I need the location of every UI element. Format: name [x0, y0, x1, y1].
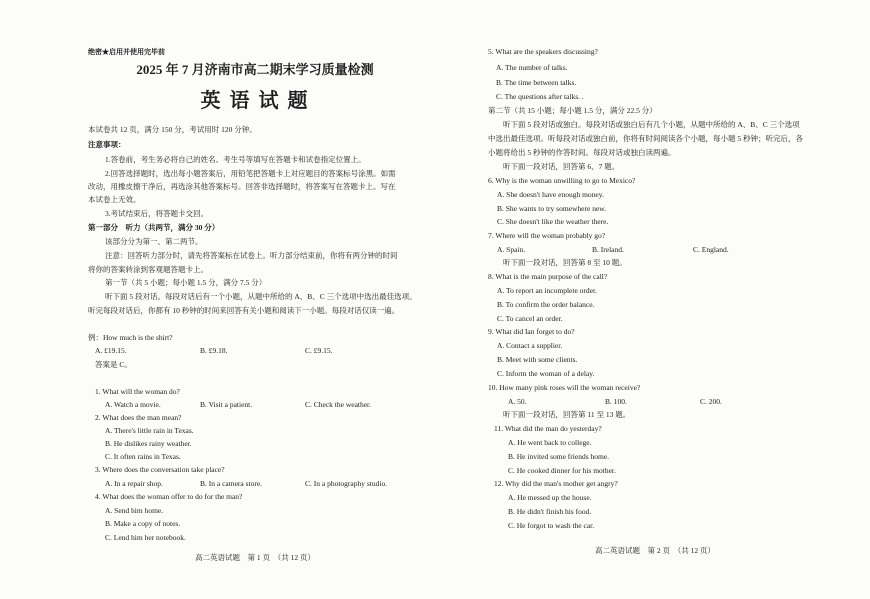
- section-1-instruction-line: 听下面 5 段对话。每段对话后有一个小题，从题中所给的 A、B、C 三个选项中选出最佳选项。: [105, 292, 417, 301]
- question-12-option-c: C. He forgot to wash the car.: [508, 521, 595, 530]
- question-12-option-b: B. He didn't finish his food.: [508, 507, 592, 516]
- question-1-option-b: B. Visit a patient.: [200, 400, 253, 409]
- note-3: 3.考试结束后，将答题卡交回。: [105, 209, 209, 218]
- listen-prompt-8-10: 听下面一段对话，回答第 8 至 10 题。: [503, 258, 627, 267]
- question-2-option-b: B. He dislikes rainy weather.: [105, 439, 192, 448]
- example-option: C. £9.15.: [305, 346, 333, 355]
- question-6-option-c: C. She doesn't like the weather there.: [497, 217, 609, 226]
- notes-heading: 注意事项：: [88, 140, 126, 149]
- question-3: 3. Where does the conversation take place?: [95, 465, 225, 474]
- question-2: 2. What does the man mean?: [95, 413, 182, 422]
- example-answer: 答案是 C。: [95, 360, 132, 369]
- part-1-note-line: 注意：回答听力部分时，请先将答案标在试卷上。听力部分结束前，你将有两分钟的时间: [105, 251, 398, 260]
- question-1-option-c: C. Check the weather.: [305, 400, 372, 409]
- question-9-option-a: A. Contact a supplier.: [497, 341, 563, 350]
- question-10-option-c: C. 200.: [700, 397, 722, 406]
- question-12: 12. Why did the man's mother get angry?: [494, 479, 618, 488]
- section-2-instruction-line: 小题将给出 5 秒钟的作答时间。每段对话或独白读两遍。: [488, 148, 676, 157]
- question-3-option-c: C. In a photography studio.: [305, 479, 388, 488]
- exam-title: 2025 年 7 月济南市高二期末学习质量检测: [136, 62, 374, 77]
- question-5-option-c: C. The questions after talks. .: [496, 92, 584, 101]
- note-2-line: 改动，用橡皮擦干净后，再选涂其他答案标号。回答非选择题时，将答案写在答题卡上。写在: [88, 182, 396, 191]
- question-9: 9. What did Ian forget to do?: [488, 327, 575, 336]
- section-2-instruction-line: 中选出最佳选项。听每段对话或独白前，你将有时间阅读各个小题，每小题 5 秒钟；听完后，各: [488, 134, 803, 143]
- subject-title: 英 语 试 题: [200, 90, 310, 112]
- question-9-option-b: B. Meet with some clients.: [497, 355, 578, 364]
- question-2-option-a: A. There's little rain in Texas.: [105, 426, 194, 435]
- question-7-option-b: B. Ireland.: [592, 245, 624, 254]
- question-10-option-a: A. 50.: [508, 397, 527, 406]
- question-11-option-c: C. He cooked dinner for his mother.: [508, 466, 616, 475]
- question-7: 7. Where will the woman probably go?: [488, 231, 606, 240]
- section-1-instruction-line: 听完每段对话后，你都有 10 秒钟的时间来回答有关小题和阅读下一小题。每段对话仅读一遍。: [88, 306, 400, 315]
- question-8: 8. What is the main purpose of the call?: [488, 272, 608, 281]
- part-1-note-line: 将你的答案转涂到客观题答题卡上。: [88, 265, 208, 274]
- note-1: 1.答卷前，考生务必将自己的姓名、考生号等填写在答题卡和试卷指定位置上。: [105, 155, 366, 164]
- question-10-option-b: B. 100.: [605, 397, 627, 406]
- question-8-option-a: A. To report an incomplete order.: [497, 286, 597, 295]
- confidential-label: 绝密★启用并使用完毕前: [88, 48, 165, 56]
- question-4-option-b: B. Make a copy of notes.: [105, 519, 181, 528]
- example-question: 例：How much is the shirt?: [88, 333, 173, 342]
- question-6-option-b: B. She wants to try somewhere new.: [497, 204, 607, 213]
- question-11-option-b: B. He invited some friends home.: [508, 452, 610, 461]
- question-12-option-a: A. He messed up the house.: [508, 493, 592, 502]
- question-5-option-b: B. The time between talks.: [496, 78, 577, 87]
- exam-intro: 本试卷共 12 页，满分 150 分，考试用时 120 分钟。: [88, 125, 257, 134]
- question-11-option-a: A. He went back to college.: [508, 438, 592, 447]
- section-1-heading: 第一节（共 5 小题；每小题 1.5 分，满分 7.5 分）: [105, 278, 267, 287]
- listen-prompt-6-7: 听下面一段对话，回答第 6、7 题。: [503, 162, 620, 171]
- question-6-option-a: A. She doesn't have enough money.: [497, 190, 604, 199]
- example-option: B. £9.18.: [200, 346, 228, 355]
- page-2-footer: 高二英语试题 第 2 页 （共 12 页）: [595, 546, 715, 555]
- section-2-instruction-line: 听下面 5 段对话或独白。每段对话或独白后有几个小题，从题中所给的 A、B、C 三个选项: [503, 120, 800, 129]
- note-2-line: 2.回答选择题时，选出每小题答案后，用铅笔把答题卡上对应题目的答案标号涂黑。如需: [105, 169, 396, 178]
- question-6: 6. Why is the woman unwilling to go to Mexico?: [488, 176, 636, 185]
- section-2-heading: 第二节（共 15 小题；每小题 1.5 分，满分 22.5 分）: [488, 106, 657, 115]
- question-11: 11. What did the man do yesterday?: [494, 424, 602, 433]
- example-option: A. £19.15.: [95, 346, 127, 355]
- question-5-option-a: A. The number of talks.: [496, 63, 568, 72]
- question-10: 10. How many pink roses will the woman receive?: [488, 383, 641, 392]
- part-1-description: 该部分分为第一、第二两节。: [105, 237, 203, 246]
- question-7-option-c: C. England.: [693, 245, 729, 254]
- question-9-option-c: C. Inform the woman of a delay.: [497, 369, 595, 378]
- question-8-option-c: C. To cancel an order.: [497, 314, 563, 323]
- note-2-line: 本试卷上无效。: [88, 195, 141, 204]
- question-1-option-a: A. Watch a movie.: [105, 400, 161, 409]
- part-1-heading: 第一部分 听力（共两节，满分 30 分）: [88, 223, 220, 232]
- question-2-option-c: C. It often rains in Texas.: [105, 452, 181, 461]
- question-8-option-b: B. To confirm the order balance.: [497, 300, 595, 309]
- question-3-option-b: B. In a camera store.: [200, 479, 263, 488]
- question-4-option-c: C. Lend him her notebook.: [105, 533, 186, 542]
- question-1: 1. What will the woman do?: [95, 387, 180, 396]
- listen-prompt-11-13: 听下面一段对话，回答第 11 至 13 题。: [503, 410, 631, 419]
- page-1-footer: 高二英语试题 第 1 页 （共 12 页）: [195, 553, 315, 562]
- question-5: 5. What are the speakers discussing?: [488, 47, 598, 56]
- question-4-option-a: A. Send him home.: [105, 506, 164, 515]
- question-4: 4. What does the woman offer to do for the man?: [95, 492, 243, 501]
- question-7-option-a: A. Spain.: [497, 245, 526, 254]
- question-3-option-a: A. In a repair shop.: [105, 479, 163, 488]
